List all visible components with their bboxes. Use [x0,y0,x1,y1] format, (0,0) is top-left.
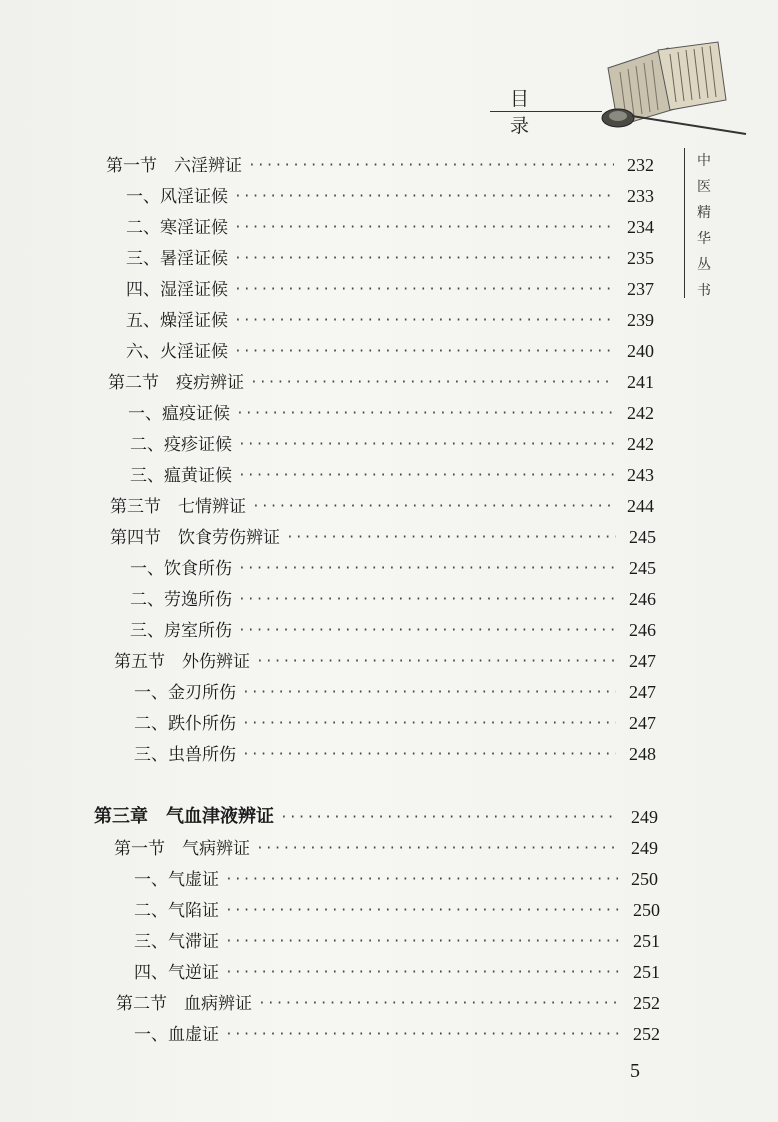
toc-page: 241 [627,372,654,392]
dot-leader [225,903,620,921]
toc-page: 245 [629,558,656,578]
toc-label: 第二节 疫疠辨证 [108,373,244,393]
toc-page: 247 [629,651,656,671]
toc-page: 247 [629,713,656,733]
toc-row [130,551,656,579]
dot-leader [225,934,620,952]
dot-leader [234,344,614,362]
toc-label: 一、血虚证 [134,1025,219,1045]
dot-leader [242,716,616,734]
toc-label: 一、瘟疫证候 [128,404,230,424]
dot-leader [236,406,614,424]
toc-page: 232 [627,155,654,175]
toc-label: 四、气逆证 [134,963,219,983]
toc-page: 239 [627,310,654,330]
toc-row [106,148,654,176]
toc-page: 233 [627,186,654,206]
toc-page: 246 [629,589,656,609]
toc-label: 第一节 气病辨证 [114,839,250,859]
toc-label: 三、虫兽所伤 [134,745,236,765]
toc-row [126,272,654,300]
series-char: 书 [697,283,711,299]
header-title: 目 录 [510,88,556,137]
dot-leader [258,996,620,1014]
series-char: 医 [697,179,711,195]
toc-row [128,396,654,424]
toc-label: 三、瘟黄证候 [130,466,232,486]
toc-label: 第三节 七情辨证 [110,497,246,517]
toc-page: 242 [627,403,654,423]
dot-leader [234,189,614,207]
toc-page: 242 [627,434,654,454]
toc-label: 第四节 饮食劳伤辨证 [110,528,280,548]
toc-label: 一、风淫证候 [126,187,228,207]
series-title [694,148,714,304]
toc-row [94,800,658,828]
book-scroll-illustration [598,38,748,138]
toc-page: 247 [629,682,656,702]
series-char: 中 [697,153,711,169]
toc-row [134,737,656,765]
toc-page: 252 [633,1024,660,1044]
dot-leader [238,468,614,486]
dot-leader [248,158,614,176]
toc-row [130,458,654,486]
dot-leader [225,965,620,983]
toc-row [130,427,654,455]
dot-leader [256,841,618,859]
toc-row [130,582,656,610]
dot-leader [225,1027,620,1045]
series-char: 精 [697,205,711,221]
toc-row [110,520,656,548]
toc-row [134,1017,660,1045]
toc-page: 245 [629,527,656,547]
toc-row [134,675,656,703]
toc-label: 三、暑淫证候 [126,249,228,269]
toc-label: 四、湿淫证候 [126,280,228,300]
toc-page: 248 [629,744,656,764]
dot-leader [225,872,618,890]
toc-label: 二、寒淫证候 [126,218,228,238]
toc-row [114,831,658,859]
toc-label: 五、燥淫证候 [126,311,228,331]
dot-leader [238,561,616,579]
toc-row [126,241,654,269]
toc-page: 249 [631,807,658,827]
toc-row [134,955,660,983]
dot-leader [242,685,616,703]
toc-row [134,862,658,890]
dot-leader [252,499,614,517]
toc-page: 249 [631,838,658,858]
dot-leader [280,810,618,828]
series-char: 华 [697,231,711,247]
toc-page: 234 [627,217,654,237]
toc-label: 二、疫疹证候 [130,435,232,455]
dot-leader [238,437,614,455]
toc-label: 第五节 外伤辨证 [114,652,250,672]
toc-page: 246 [629,620,656,640]
toc-label: 三、气滞证 [134,932,219,952]
toc-page: 237 [627,279,654,299]
toc-row [134,924,660,952]
toc-page: 240 [627,341,654,361]
dot-leader [238,623,616,641]
toc-row [116,986,660,1014]
toc-label: 一、金刃所伤 [134,683,236,703]
toc-page: 243 [627,465,654,485]
dot-leader [256,654,616,672]
toc-label: 一、气虚证 [134,870,219,890]
toc-label: 第三章 气血津液辨证 [94,806,274,827]
page-number: 5 [630,1060,640,1082]
toc-page: 250 [631,869,658,889]
series-sidebar [684,148,720,298]
toc-row [108,365,654,393]
toc-label: 三、房室所伤 [130,621,232,641]
toc-label: 二、气陷证 [134,901,219,921]
toc-page: 251 [633,931,660,951]
header-rule [490,111,602,112]
page-header [490,84,610,137]
toc-row [126,179,654,207]
toc-row [130,613,656,641]
toc-page: 250 [633,900,660,920]
toc-row [114,644,656,672]
dot-leader [234,313,614,331]
dot-leader [234,282,614,300]
dot-leader [234,251,614,269]
toc-label: 二、跌仆所伤 [134,714,236,734]
toc-row [110,489,654,517]
toc-page: 252 [633,993,660,1013]
dot-leader [250,375,614,393]
toc-label: 二、劳逸所伤 [130,590,232,610]
toc-page: 244 [627,496,654,516]
toc-label: 一、饮食所伤 [130,559,232,579]
toc-page: 251 [633,962,660,982]
dot-leader [238,592,616,610]
toc-row [126,334,654,362]
toc-label: 第一节 六淫辨证 [106,156,242,176]
dot-leader [242,747,616,765]
toc-row [134,893,660,921]
toc-label: 六、火淫证候 [126,342,228,362]
toc-row [126,303,654,331]
series-char: 丛 [697,257,711,273]
toc-page: 235 [627,248,654,268]
toc-label: 第二节 血病辨证 [116,994,252,1014]
sidebar-rule [684,148,685,298]
dot-leader [286,530,616,548]
toc-row [126,210,654,238]
toc-row [134,706,656,734]
dot-leader [234,220,614,238]
